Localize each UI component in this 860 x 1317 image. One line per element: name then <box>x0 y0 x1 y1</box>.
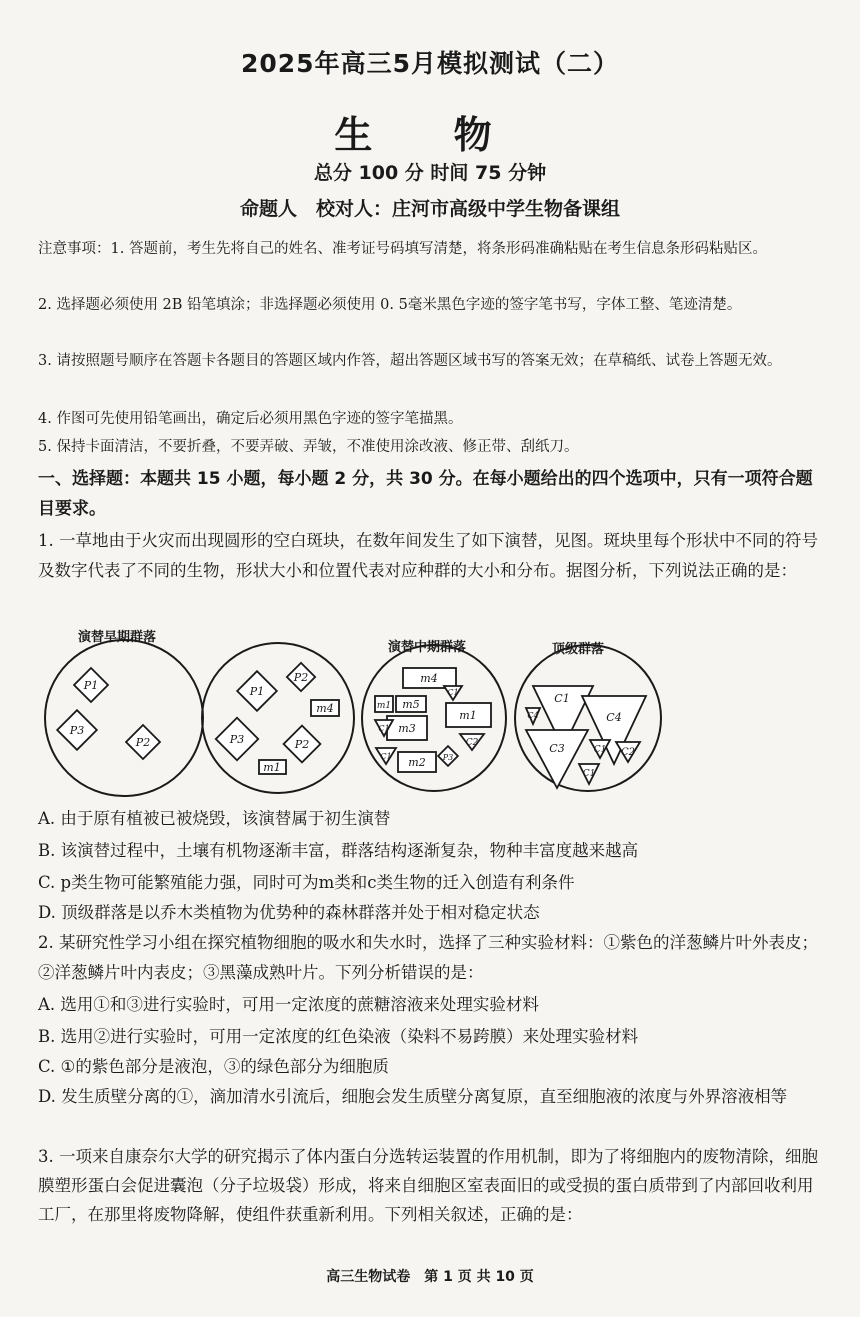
notice-item-2: 2. 选择题必须使用 2B 铅笔填涂；非选择题必须使用 0. 5毫米黑色字迹的签字笔书写，字体工整、笔迹清楚。 <box>38 297 742 313</box>
symbol-c1: C1 <box>593 745 607 755</box>
notice-item-3: 3. 请按照题号顺序在答题卡各题目的答题区域内作答，超出答题区域书写的答案无效；在草稿纸、试卷上答题无效。 <box>38 353 782 369</box>
score-time-line: 总分 100 分 时间 75 分钟 <box>313 162 547 184</box>
label-mid-community: 演替中期群落 <box>388 640 467 655</box>
question-1-option-b: B. 该演替过程中，土壤有机物逐渐丰富，群落结构逐渐复杂，物种丰富度越来越高 <box>38 841 639 860</box>
question-1-option-c: C. p类生物可能繁殖能力强，同时可为m类和c类生物的迁入创造有利条件 <box>38 873 575 892</box>
symbol-c1: C1 <box>554 692 570 705</box>
page-footer: 高三生物试卷 第 1 页 共 10 页 <box>326 1269 534 1285</box>
section-heading: 一、选择题：本题共 15 小题，每小题 2 分，共 30 分。在每小题给出的四个选项中，只有一项符合题目要求。 <box>38 469 813 519</box>
symbol-p3: P3 <box>442 753 454 762</box>
authors-line: 命题人 校对人：庄河市高级中学生物备课组 <box>239 198 620 220</box>
notice-item-5: 5. 保持卡面清洁，不要折叠，不要弄破、弄皱，不准使用涂改液、修正带、刮纸刀。 <box>38 439 579 455</box>
question-3-stem: 3. 一项来自康奈尔大学的研究揭示了体内蛋白分选转运装置的作用机制，即为了将细胞内的废物清除，细胞膜塑形蛋白会促进囊泡（分子垃圾袋）形成，将来自细胞区室表面旧的或受损的蛋白质带到了内部回收利用工厂，在那里将废物降解，使组件获重新利用。下列相关叙述，正确的是： <box>38 1147 818 1224</box>
symbol-c4: C4 <box>606 711 622 724</box>
question-2-option-c: C. ①的紫色部分是液泡，③的绿色部分为细胞质 <box>38 1057 389 1076</box>
question-1-option-a: A. 由于原有植被已被烧毁，该演替属于初生演替 <box>38 809 391 828</box>
symbol-p3: P3 <box>69 724 85 737</box>
question-2-option-a: A. 选用①和③进行实验时，可用一定浓度的蔗糖溶液来处理实验材料 <box>38 995 539 1014</box>
symbol-c1: C1 <box>378 724 390 733</box>
symbol-c4: C4 <box>527 711 539 720</box>
symbol-p1: P1 <box>83 679 99 692</box>
question-2-stem: 2. 某研究性学习小组在探究植物细胞的吸水和失水时，选择了三种实验材料：①紫色的洋葱鳞片叶外表皮；②洋葱鳞片叶内表皮；③黑藻成熟叶片。下列分析错误的是： <box>38 933 818 982</box>
question-1-option-d: D. 顶级群落是以乔木类植物为优势种的森林群落并处于相对稳定状态 <box>38 903 540 922</box>
species-c4 <box>582 696 646 764</box>
symbol-p2: P2 <box>135 736 151 749</box>
symbol-m1: m1 <box>376 701 392 711</box>
symbol-c1: C1 <box>447 688 459 697</box>
label-early-community: 演替早期群落 <box>78 630 157 645</box>
symbol-m2: m2 <box>408 756 426 769</box>
symbol-m4: m4 <box>420 672 438 685</box>
symbol-m3: m3 <box>398 722 416 735</box>
symbol-m5: m5 <box>402 698 420 711</box>
symbol-c1: C1 <box>582 769 596 779</box>
symbol-c3: C3 <box>549 742 565 755</box>
label-climax-community: 顶级群落 <box>552 642 605 657</box>
symbol-p2: P2 <box>293 671 309 684</box>
subject-title: 生 物 <box>334 113 526 157</box>
symbol-c1: C1 <box>380 752 392 761</box>
symbol-m4: m4 <box>316 702 334 715</box>
symbol-p2: P2 <box>294 738 310 751</box>
symbol-m1: m1 <box>263 761 281 774</box>
symbol-c2: C2 <box>620 747 636 758</box>
symbol-c2: C2 <box>465 738 479 748</box>
symbol-m1: m1 <box>459 709 477 722</box>
question-1-stem: 1. 一草地由于火灾而出现圆形的空白斑块，在数年间发生了如下演替，见图。斑块里每个形状中不同的符号及数字代表了不同的生物，形状大小和位置代表对应种群的大小和分布。据图分析，下列说法正确的是： <box>38 531 818 580</box>
symbol-p1: P1 <box>249 685 265 698</box>
species-c3 <box>526 730 588 788</box>
question-2-option-d: D. 发生质壁分离的①，滴加清水引流后，细胞会发生质壁分离复原，直至细胞液的浓度与外界溶液相等 <box>38 1087 788 1106</box>
symbol-p3: P3 <box>229 733 245 746</box>
notice-item-1: 注意事项：1. 答题前，考生先将自己的姓名、准考证号码填写清楚，将条形码准确粘贴在考生信息条形码粘贴区。 <box>38 241 767 257</box>
exam-title: 2025年高三5月模拟测试（二） <box>241 49 619 78</box>
notice-item-4: 4. 作图可先使用铅笔画出，确定后必须用黑色字迹的签字笔描黑。 <box>38 411 463 427</box>
question-2-option-b: B. 选用②进行实验时，可用一定浓度的红色染液（染料不易跨膜）来处理实验材料 <box>38 1027 639 1046</box>
